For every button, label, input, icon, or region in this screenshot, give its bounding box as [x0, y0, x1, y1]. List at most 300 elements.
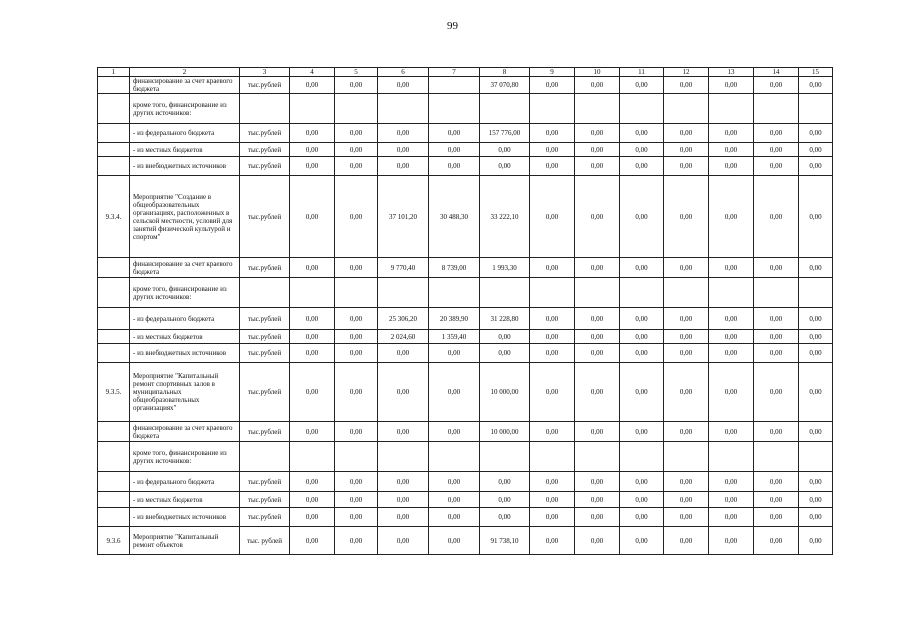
table-cell: 30 488,30: [429, 176, 480, 258]
table-cell: 37 101,20: [378, 176, 429, 258]
column-number-cell: 2: [130, 68, 240, 77]
table-cell: 0,00: [709, 157, 754, 176]
table-cell: 0,00: [480, 472, 530, 492]
table-cell: Мероприятие "Капитальный ремонт спортивных залов в муниципальных общеобразовательных организациях": [130, 363, 240, 422]
table-row: [98, 442, 833, 472]
table-cell: 0,00: [335, 472, 378, 492]
table-cell: [709, 94, 754, 124]
table-cell: тыс.рублей: [240, 344, 290, 363]
table-cell: 0,00: [709, 508, 754, 527]
table-cell: тыс.рублей: [240, 143, 290, 157]
table-cell: [754, 94, 799, 124]
table-cell: 0,00: [709, 143, 754, 157]
table-cell: [799, 278, 833, 308]
table-cell: 0,00: [799, 363, 833, 422]
table-cell: кроме того, финансирование из других источников:: [130, 442, 240, 472]
table-cell: 0,00: [664, 422, 709, 442]
table-cell: 0,00: [575, 527, 620, 555]
table-cell: 0,00: [620, 157, 664, 176]
column-number-cell: 1: [98, 68, 130, 77]
table-cell: тыс.рублей: [240, 363, 290, 422]
table-cell: 0,00: [480, 143, 530, 157]
table-cell: 0,00: [754, 143, 799, 157]
table-cell: тыс.рублей: [240, 124, 290, 143]
table-row: [98, 278, 833, 308]
table-cell: 0,00: [378, 422, 429, 442]
table-cell: 0,00: [664, 258, 709, 278]
column-number-cell: 15: [799, 68, 833, 77]
table-cell: [575, 278, 620, 308]
table-cell: 0,00: [335, 124, 378, 143]
table-row: [98, 363, 833, 422]
table-cell: 0,00: [575, 124, 620, 143]
table-cell: тыс.рублей: [240, 422, 290, 442]
table-cell: 0,00: [575, 422, 620, 442]
table-cell: 0,00: [290, 77, 335, 94]
table-cell: [664, 278, 709, 308]
table-cell: 0,00: [530, 176, 575, 258]
table-row: [98, 77, 833, 94]
table-cell: 0,00: [290, 363, 335, 422]
table-cell: 0,00: [335, 157, 378, 176]
table-cell: 31 228,80: [480, 308, 530, 330]
table-cell: 0,00: [754, 330, 799, 344]
table-cell: тыс.рублей: [240, 330, 290, 344]
table-cell: 1 359,40: [429, 330, 480, 344]
table-cell: [98, 258, 130, 278]
table-cell: 0,00: [754, 308, 799, 330]
table-cell: 0,00: [429, 422, 480, 442]
table-cell: 0,00: [290, 472, 335, 492]
table-cell: [98, 157, 130, 176]
column-number-cell: 9: [530, 68, 575, 77]
table-cell: [620, 442, 664, 472]
table-row: [98, 258, 833, 278]
table-cell: 0,00: [799, 527, 833, 555]
table-cell: 0,00: [709, 363, 754, 422]
table-cell: 0,00: [799, 330, 833, 344]
table-cell: [98, 143, 130, 157]
table-cell: 0,00: [575, 330, 620, 344]
table-cell: 0,00: [378, 157, 429, 176]
table-cell: 0,00: [620, 344, 664, 363]
table-cell: [98, 344, 130, 363]
table-cell: 0,00: [664, 492, 709, 508]
table-cell: - из внебюджетных источников: [130, 157, 240, 176]
table-cell: 0,00: [378, 472, 429, 492]
table-cell: - из местных бюджетов: [130, 492, 240, 508]
table-row: [98, 94, 833, 124]
table-cell: [754, 278, 799, 308]
table-cell: 0,00: [480, 330, 530, 344]
table-cell: 2 024,60: [378, 330, 429, 344]
table-cell: 0,00: [530, 508, 575, 527]
table-cell: 0,00: [709, 492, 754, 508]
table-cell: 0,00: [429, 527, 480, 555]
table-cell: 0,00: [429, 492, 480, 508]
table-cell: 0,00: [664, 77, 709, 94]
table-cell: 0,00: [620, 422, 664, 442]
table-cell: 0,00: [575, 472, 620, 492]
table-cell: 0,00: [620, 176, 664, 258]
table-cell: [429, 442, 480, 472]
table-cell: 0,00: [290, 508, 335, 527]
table-cell: 0,00: [530, 157, 575, 176]
table-cell: 0,00: [799, 176, 833, 258]
table-cell: 0,00: [799, 258, 833, 278]
table-cell: 0,00: [530, 143, 575, 157]
table-cell: 0,00: [378, 143, 429, 157]
table-cell: 0,00: [378, 344, 429, 363]
table-cell: финансирование за счет краевого бюджета: [130, 258, 240, 278]
table-cell: 0,00: [620, 508, 664, 527]
table-cell: 8 739,00: [429, 258, 480, 278]
table-cell: 0,00: [620, 472, 664, 492]
column-number-cell: 8: [480, 68, 530, 77]
table-row: [98, 344, 833, 363]
table-cell: [664, 442, 709, 472]
table-cell: 0,00: [335, 77, 378, 94]
table-cell: 0,00: [290, 422, 335, 442]
table-row: [98, 143, 833, 157]
table-cell: 0,00: [799, 422, 833, 442]
table-cell: 10 000,00: [480, 422, 530, 442]
table-cell: [378, 278, 429, 308]
table-cell: 0,00: [335, 330, 378, 344]
table-cell: 0,00: [290, 492, 335, 508]
table-cell: 0,00: [754, 363, 799, 422]
table-cell: кроме того, финансирование из других источников:: [130, 278, 240, 308]
table-cell: 0,00: [799, 77, 833, 94]
table-cell: 0,00: [799, 344, 833, 363]
table-cell: 0,00: [709, 344, 754, 363]
table-cell: тыс. рублей: [240, 527, 290, 555]
table-cell: [290, 94, 335, 124]
column-number-cell: 14: [754, 68, 799, 77]
table-cell: 0,00: [799, 308, 833, 330]
table-cell: 0,00: [290, 157, 335, 176]
table-cell: 0,00: [575, 157, 620, 176]
table-cell: 0,00: [664, 308, 709, 330]
table-row: [98, 508, 833, 527]
table-cell: 9.3.5.: [98, 363, 130, 422]
table-cell: [480, 94, 530, 124]
table-cell: тыс.рублей: [240, 492, 290, 508]
table-cell: 0,00: [429, 157, 480, 176]
table-cell: [754, 442, 799, 472]
table-cell: [530, 94, 575, 124]
table-cell: [335, 278, 378, 308]
table-cell: [98, 330, 130, 344]
table-cell: 0,00: [664, 176, 709, 258]
column-number-cell: 5: [335, 68, 378, 77]
table-cell: 0,00: [290, 124, 335, 143]
table-cell: 0,00: [378, 124, 429, 143]
table-cell: [575, 442, 620, 472]
table-cell: 0,00: [664, 508, 709, 527]
table-cell: 0,00: [754, 527, 799, 555]
table-cell: 0,00: [530, 472, 575, 492]
table-cell: [98, 442, 130, 472]
table-cell: 0,00: [799, 508, 833, 527]
table-cell: - из федерального бюджета: [130, 308, 240, 330]
table-cell: [98, 508, 130, 527]
table-cell: 0,00: [709, 77, 754, 94]
table-cell: 0,00: [335, 143, 378, 157]
column-number-cell: 4: [290, 68, 335, 77]
table-cell: 0,00: [754, 492, 799, 508]
table-cell: 0,00: [290, 527, 335, 555]
table-cell: [530, 442, 575, 472]
table-cell: 0,00: [480, 508, 530, 527]
table-cell: 0,00: [709, 124, 754, 143]
table-cell: 0,00: [575, 258, 620, 278]
column-number-cell: 7: [429, 68, 480, 77]
table-cell: 0,00: [575, 143, 620, 157]
column-number-row: [98, 68, 833, 77]
column-number-cell: 10: [575, 68, 620, 77]
table-cell: 0,00: [378, 77, 429, 94]
table-cell: кроме того, финансирование из других источников:: [130, 94, 240, 124]
table-row: [98, 308, 833, 330]
table-cell: [799, 442, 833, 472]
table-cell: тыс.рублей: [240, 77, 290, 94]
table-cell: 0,00: [480, 157, 530, 176]
table-cell: 0,00: [754, 77, 799, 94]
table-cell: 157 776,00: [480, 124, 530, 143]
table-cell: [378, 442, 429, 472]
table-cell: [98, 492, 130, 508]
table-cell: 0,00: [429, 344, 480, 363]
table-cell: 0,00: [709, 176, 754, 258]
table-cell: [240, 278, 290, 308]
table-cell: 0,00: [575, 363, 620, 422]
table-cell: 0,00: [335, 344, 378, 363]
table-cell: 9.3.4.: [98, 176, 130, 258]
table-cell: [98, 278, 130, 308]
table-cell: 0,00: [575, 176, 620, 258]
table-cell: Мероприятие "Создание в общеобразовательных организациях, расположенных в сельской местности, условий для занятий физической культурой и спортом": [130, 176, 240, 258]
table-cell: - из федерального бюджета: [130, 124, 240, 143]
column-number-cell: 6: [378, 68, 429, 77]
table-cell: [378, 94, 429, 124]
table-cell: 0,00: [335, 422, 378, 442]
table-cell: 0,00: [620, 330, 664, 344]
budget-table: [97, 67, 833, 555]
page-number: 99: [447, 20, 458, 32]
table-cell: Мероприятие "Капитальный ремонт объектов: [130, 527, 240, 555]
table-cell: [98, 77, 130, 94]
table-cell: 0,00: [754, 344, 799, 363]
table-cell: 0,00: [575, 508, 620, 527]
table-cell: 0,00: [664, 344, 709, 363]
table-cell: тыс.рублей: [240, 258, 290, 278]
table-cell: - из внебюджетных источников: [130, 344, 240, 363]
table-cell: [429, 77, 480, 94]
table-cell: [98, 422, 130, 442]
table-cell: 0,00: [480, 492, 530, 508]
table-cell: [290, 442, 335, 472]
table-cell: 0,00: [709, 527, 754, 555]
table-cell: 0,00: [530, 344, 575, 363]
table-cell: 0,00: [335, 508, 378, 527]
table-cell: 0,00: [620, 77, 664, 94]
table-cell: 0,00: [480, 344, 530, 363]
table-cell: 10 000,00: [480, 363, 530, 422]
table-cell: 0,00: [530, 422, 575, 442]
table-cell: 0,00: [575, 492, 620, 508]
column-number-cell: 11: [620, 68, 664, 77]
table-cell: 0,00: [530, 308, 575, 330]
table-cell: [335, 442, 378, 472]
table-row: [98, 492, 833, 508]
table-cell: 0,00: [799, 472, 833, 492]
table-cell: 0,00: [709, 422, 754, 442]
table-cell: 0,00: [575, 344, 620, 363]
table-cell: 0,00: [530, 527, 575, 555]
table-cell: 0,00: [709, 258, 754, 278]
table-cell: 9.3.6: [98, 527, 130, 555]
table-cell: 33 222,10: [480, 176, 530, 258]
table-cell: 0,00: [754, 422, 799, 442]
table-cell: 0,00: [754, 258, 799, 278]
table-cell: 91 738,10: [480, 527, 530, 555]
table-cell: [664, 94, 709, 124]
table-cell: 0,00: [429, 508, 480, 527]
table-cell: 0,00: [429, 472, 480, 492]
table-cell: 0,00: [378, 363, 429, 422]
table-cell: 0,00: [290, 176, 335, 258]
table-cell: 20 389,90: [429, 308, 480, 330]
table-cell: тыс.рублей: [240, 472, 290, 492]
table-cell: 0,00: [754, 508, 799, 527]
table-row: [98, 176, 833, 258]
table-cell: 0,00: [620, 492, 664, 508]
table-cell: 0,00: [664, 527, 709, 555]
table-cell: 0,00: [620, 143, 664, 157]
column-number-cell: 3: [240, 68, 290, 77]
table-cell: 0,00: [429, 124, 480, 143]
table-cell: 0,00: [620, 527, 664, 555]
column-number-cell: 13: [709, 68, 754, 77]
table-cell: [620, 94, 664, 124]
table-cell: 0,00: [709, 330, 754, 344]
table-cell: 0,00: [335, 492, 378, 508]
table-cell: 0,00: [664, 157, 709, 176]
table-cell: [98, 124, 130, 143]
table-cell: - из местных бюджетов: [130, 143, 240, 157]
table-cell: 0,00: [575, 77, 620, 94]
table-cell: [98, 472, 130, 492]
table-cell: [429, 278, 480, 308]
table-row: [98, 157, 833, 176]
table-cell: - из внебюджетных источников: [130, 508, 240, 527]
table-cell: 9 770,40: [378, 258, 429, 278]
table-cell: 0,00: [799, 124, 833, 143]
table-cell: 25 306,20: [378, 308, 429, 330]
table-cell: [575, 94, 620, 124]
table-cell: 0,00: [754, 124, 799, 143]
table-cell: [480, 442, 530, 472]
table-cell: 0,00: [530, 363, 575, 422]
table-cell: 0,00: [575, 308, 620, 330]
table-cell: [240, 442, 290, 472]
table-cell: 0,00: [799, 492, 833, 508]
table-cell: 0,00: [530, 77, 575, 94]
table-cell: финансирование за счет краевого бюджета: [130, 422, 240, 442]
table-cell: - из федерального бюджета: [130, 472, 240, 492]
table-cell: 0,00: [335, 363, 378, 422]
table-cell: 0,00: [799, 157, 833, 176]
table-cell: [290, 278, 335, 308]
table-cell: 0,00: [335, 176, 378, 258]
table-cell: 0,00: [530, 330, 575, 344]
table-row: [98, 124, 833, 143]
table-cell: 0,00: [530, 258, 575, 278]
table-cell: [98, 94, 130, 124]
table-cell: 0,00: [335, 308, 378, 330]
table-cell: 0,00: [620, 308, 664, 330]
table-cell: 0,00: [754, 472, 799, 492]
table-cell: тыс.рублей: [240, 308, 290, 330]
table-cell: 0,00: [290, 143, 335, 157]
table-cell: 37 070,80: [480, 77, 530, 94]
table-cell: 1 993,30: [480, 258, 530, 278]
table-cell: 0,00: [429, 143, 480, 157]
table-cell: 0,00: [620, 363, 664, 422]
table-cell: [480, 278, 530, 308]
table-cell: [429, 94, 480, 124]
table-cell: тыс.рублей: [240, 176, 290, 258]
table-cell: 0,00: [378, 527, 429, 555]
table-cell: 0,00: [709, 308, 754, 330]
table-cell: - из местных бюджетов: [130, 330, 240, 344]
table-row: [98, 472, 833, 492]
table-cell: [530, 278, 575, 308]
table-cell: [240, 94, 290, 124]
table-cell: 0,00: [530, 124, 575, 143]
table-cell: тыс.рублей: [240, 157, 290, 176]
table-row: [98, 330, 833, 344]
table-cell: 0,00: [754, 176, 799, 258]
column-number-cell: 12: [664, 68, 709, 77]
table-row: [98, 527, 833, 555]
table-cell: [709, 442, 754, 472]
table-cell: 0,00: [335, 527, 378, 555]
table-cell: 0,00: [709, 472, 754, 492]
table-cell: финансирование за счет краевого бюджета: [130, 77, 240, 94]
table-cell: 0,00: [620, 124, 664, 143]
table-cell: [799, 94, 833, 124]
table-cell: 0,00: [530, 492, 575, 508]
table-cell: 0,00: [664, 143, 709, 157]
table-cell: 0,00: [290, 330, 335, 344]
table-cell: 0,00: [335, 258, 378, 278]
table-cell: [98, 308, 130, 330]
table-cell: 0,00: [378, 508, 429, 527]
table-cell: 0,00: [664, 363, 709, 422]
table-cell: [335, 94, 378, 124]
table-cell: 0,00: [290, 308, 335, 330]
table-cell: 0,00: [664, 330, 709, 344]
table-cell: [620, 278, 664, 308]
table-cell: 0,00: [429, 363, 480, 422]
table-cell: 0,00: [378, 492, 429, 508]
table-cell: 0,00: [664, 472, 709, 492]
table-cell: 0,00: [290, 344, 335, 363]
table-cell: тыс.рублей: [240, 508, 290, 527]
table-cell: 0,00: [620, 258, 664, 278]
